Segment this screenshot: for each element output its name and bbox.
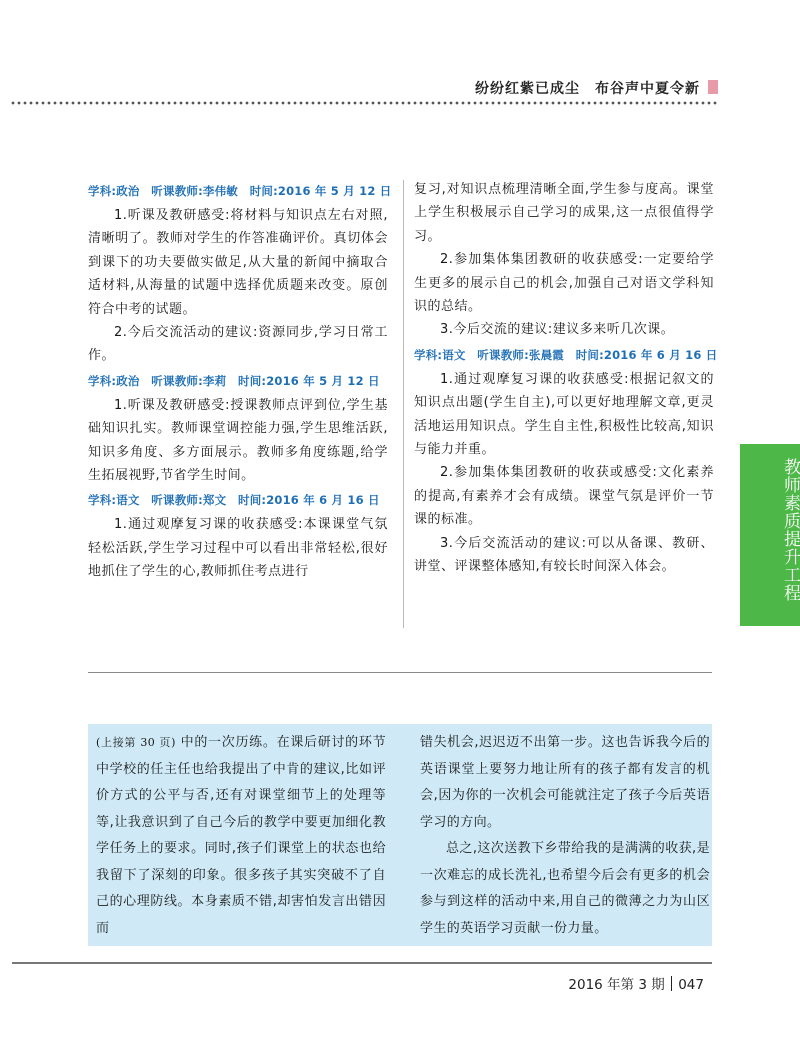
page-number: 047 [678,977,704,993]
paragraph: 3.今后交流活动的建议:可以从备课、教研、讲堂、评课整体感知,有较长时间深入体会。 [414,535,714,575]
paragraph: 2.今后交流活动的建议:资源同步,学习日常工作。 [88,325,388,364]
paragraph: 1.通过观摩复习课的收获感受:根据记叙文的知识点出题(学生自主),可以更好地理解文章,更灵活地运用知识点。学生自主性,积极性比较高,知识与能力并重。 [414,371,714,458]
header-dotted-rule [10,100,718,106]
section-meta: 学科:政治 听课教师:李莉 时间:2016 年 5 月 12 日 [88,373,380,388]
header-color-mark [708,80,718,94]
column-divider [403,180,404,628]
continuation-paragraph: 错失机会,迟迟迈不出第一步。这也告诉我今后的英语课堂上要努力地让所有的孩子都有发言的机会,因为你的一次机会可能就注定了孩子今后英语学习的方向。 [420,735,710,830]
page-header-title: 纷纷红紫已成尘 布谷声中夏令新 [475,81,700,97]
paragraph: 1.听课及教研感受:授课教师点评到位,学生基础知识扎实。教师课堂调控能力强,学生思维活跃,知识多角度、多方面展示。教师多角度练题,给学生拓展视野,节省学生时间。 [88,397,388,484]
continuation-paragraph: 总之,这次送教下乡带给我的是满满的收获,是一次难忘的成长洗礼,也希望今后会有更多的机会参与到这样的活动中来,用自己的微薄之力为山区学生的英语学习贡献一份力量。 [420,841,710,936]
paragraph: 2.参加集体集团教研的收获感受:一定要给学生更多的展示自己的机会,加强自己对语文学科知识的总结。 [414,252,714,315]
footer-rule [12,962,712,964]
side-tab-label: 教师素质提升工程 [780,458,800,602]
continuation-column-left [96,730,386,942]
page-footer [568,973,704,993]
issue-label: 2016 年第 3 期 [568,977,665,993]
continuation-paragraph [96,730,386,942]
section-meta: 学科:语文 听课教师:张晨霞 时间:2016 年 6 月 16 日 [414,347,718,362]
paragraph-continued: 复习,对知识点梳理清晰全面,学生参与度高。课堂上学生积极展示自己学习的成果,这一点很值得学习。 [414,182,714,244]
article-column-left [88,178,392,584]
paragraph: 3.今后交流的建议:建议多来听几次课。 [440,322,675,338]
continuation-column-right [420,730,710,942]
side-section-tab [740,444,800,626]
paragraph: 1.通过观摩复习课的收获感受:本课课堂气氛轻松活跃,学生学习过程中可以看出非常轻松,很好地抓住了学生的心,教师抓住考点进行 [88,517,388,580]
footer-separator [671,976,673,991]
section-meta: 学科:政治 听课教师:李伟敏 时间:2016 年 5 月 12 日 [88,184,392,198]
paragraph: 1.听课及教研感受:将材料与知识点左右对照,清晰明了。教师对学生的作答准确评价。真切体会到课下的功夫要做实做足,从大量的新闻中摘取合适材料,从海量的试题中选择优质题来改变。原创符合中考的试题。 [88,208,388,317]
article-column-right [414,178,718,579]
section-divider [88,672,712,673]
paragraph: 2.参加集体集团教研的收获或感受:文化素养的提高,有素养才会有成绩。课堂气氛是评价一节课的标准。 [414,465,714,528]
page-continuation-note: (上接第 30 页) [96,736,176,749]
section-meta: 学科:语文 听课教师:郑文 时间:2016 年 6 月 16 日 [88,493,380,508]
continuation-text: 中的一次历练。在课后研讨的环节中学校的任主任也给我提出了中肯的建议,比如评价方式的公平与否,还有对课堂细节上的处理等等,让我意识到了自己今后的教学中要更加细化教学任务上的要求。同时,孩子们课堂上的状态也给我留下了深刻的印象。很多孩子其实突破不了自己的心理防线。本身素质不错,却害怕发言出错因而 [96,735,386,936]
